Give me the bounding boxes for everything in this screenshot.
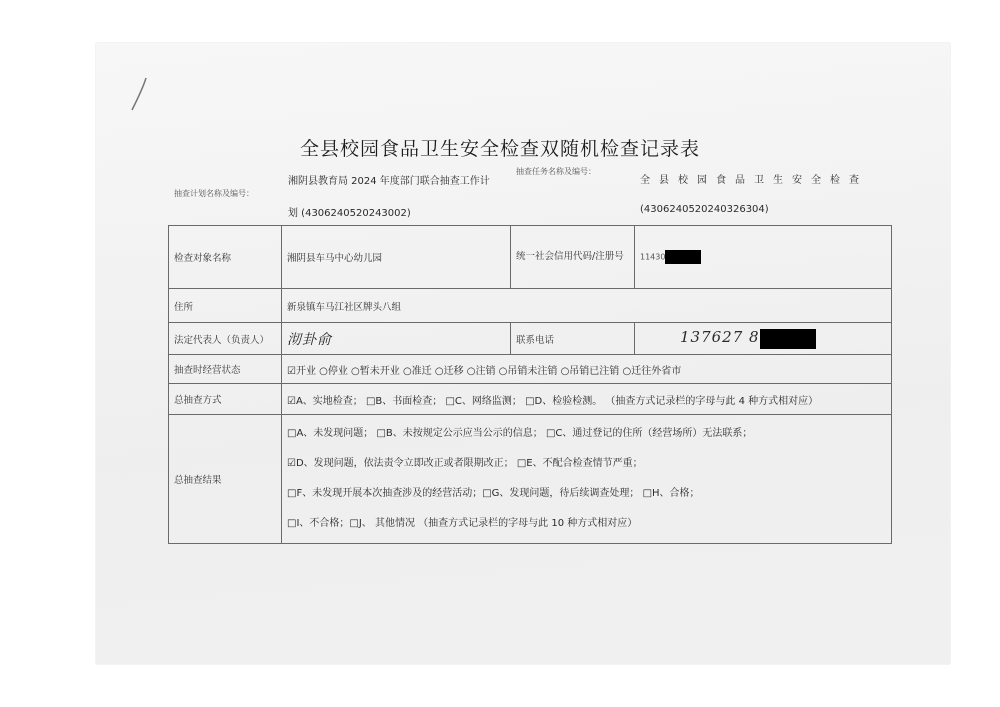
plan-value-line1: 湘阴县教育局 2024 年度部门联合抽查工作计 — [288, 176, 490, 187]
entity-value: 湘阴县车马中心幼儿园 — [282, 226, 511, 289]
result-line: □A、未发现问题； □B、未按规定公示应当公示的信息； □C、通过登记的住所（经营场所）无法联系； — [287, 428, 753, 439]
phone-label: 联系电话 — [511, 323, 635, 355]
legal-rep-label: 法定代表人（负责人） — [169, 323, 282, 355]
legal-rep-signature-cell — [282, 323, 511, 355]
phone-cell — [635, 323, 892, 355]
result-row — [169, 415, 892, 544]
plan-value-line2: 划 (4306240520243002) — [288, 208, 411, 219]
result-options — [282, 415, 892, 544]
method-options: ☑A、实地检查； □B、书面检查； □C、网络监测； □D、检验检测。 （抽查方式记录栏的字母与此 4 种方式相对应） — [282, 384, 892, 415]
handwritten-signature: 沏卦俞 — [287, 331, 332, 348]
address-row — [169, 289, 892, 323]
handwritten-phone: 137627 8 — [680, 327, 760, 346]
task-label: 抽查任务名称及编号： — [516, 167, 596, 176]
form-title: 全县校园食品卫生安全检查双随机检查记录表 — [299, 138, 700, 160]
inspection-table — [168, 225, 892, 544]
redaction-block — [665, 250, 701, 264]
result-line: □F、未发现开展本次抽查涉及的经营活动；□G、发现问题，待后续调查处理； □H、合格； — [287, 488, 700, 499]
task-value-line1: 全县校园食品卫生安全检查 — [640, 175, 868, 186]
credit-code-cell — [635, 226, 892, 289]
address-label: 住所 — [169, 289, 282, 323]
task-value-line2: (4306240520240326304) — [640, 204, 769, 215]
plan-label: 抽查计划名称及编号： — [174, 189, 254, 198]
entity-row — [169, 226, 892, 289]
credit-code-value: 11430 — [640, 252, 666, 262]
status-options: ☑开业 ○停业 ○暂未开业 ○准迁 ○迁移 ○注销 ○吊销未注销 ○吊销已注销 ○迁往外省市 — [282, 355, 892, 384]
method-label: 总抽查方式 — [169, 384, 282, 415]
result-line: □I、不合格；□J、 其他情况 （抽查方式记录栏的字母与此 10 种方式相对应） — [287, 518, 638, 529]
pen-mark — [128, 74, 152, 114]
status-label: 抽查时经营状态 — [169, 355, 282, 384]
redaction-block — [760, 329, 816, 349]
result-label: 总抽查结果 — [169, 415, 282, 544]
status-row — [169, 355, 892, 384]
result-line: ☑D、发现问题，依法责令立即改正或者限期改正； □E、不配合检查情节严重； — [287, 458, 643, 469]
method-row — [169, 384, 892, 415]
entity-label: 检查对象名称 — [169, 226, 282, 289]
legal-rep-row — [169, 323, 892, 355]
address-value: 新泉镇车马江社区牌头八组 — [282, 289, 892, 323]
credit-code-label: 统一社会信用代码/注册号 — [511, 226, 635, 289]
